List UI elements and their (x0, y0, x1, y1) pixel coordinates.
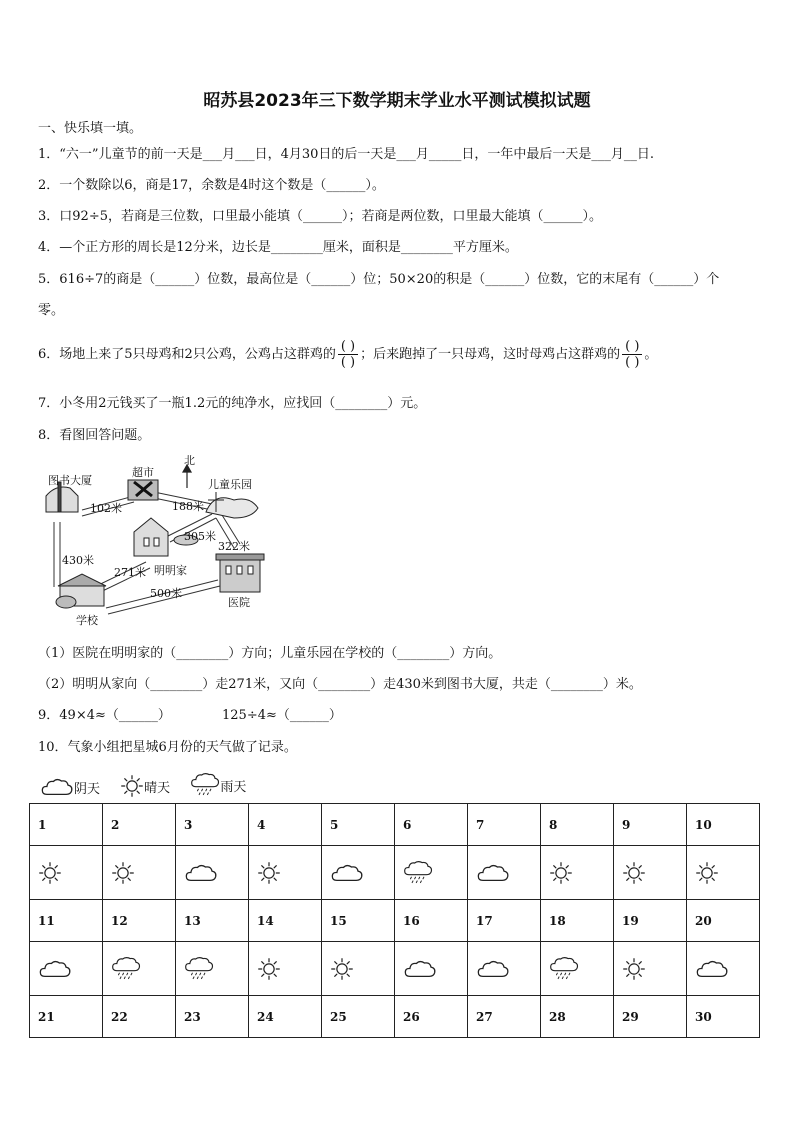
label-hospital: 医院 (228, 596, 250, 609)
sun-icon (622, 957, 646, 981)
label-school: 学校 (76, 614, 98, 627)
day-cell: 29 (614, 996, 687, 1038)
label-distance-271: 271米 (114, 566, 146, 579)
question-2: 2．一个数除以6，商是17，余数是4时这个数是（______）。 (38, 178, 385, 193)
fraction-blank-1[interactable] (338, 339, 358, 370)
day-cell: 13 (176, 900, 249, 942)
legend-sunny (120, 774, 170, 798)
label-mingming: 明明家 (154, 564, 187, 577)
weather-cell (30, 942, 103, 996)
question-5-cont: 零。 (38, 303, 65, 318)
day-cell: 19 (614, 900, 687, 942)
fraction-denominator: ( ) (340, 355, 356, 370)
sun-icon (695, 861, 719, 885)
label-distance-322: 322米 (218, 540, 250, 553)
fraction-numerator: ( ) (622, 339, 642, 355)
day-cell: 22 (103, 996, 176, 1038)
map-figure (36, 452, 276, 632)
sun-icon (549, 861, 573, 885)
weather-cell (30, 846, 103, 900)
label-park: 儿童乐园 (208, 478, 252, 491)
day-cell: 30 (687, 996, 760, 1038)
weather-cell (176, 942, 249, 996)
sun-icon (111, 861, 135, 885)
day-cell: 28 (541, 996, 614, 1038)
label-library: 图书大厦 (48, 474, 92, 487)
question-9b: 125÷4≈（______） (222, 708, 342, 723)
mingming-home-building (134, 518, 168, 556)
day-cell: 24 (249, 996, 322, 1038)
weather-cell (541, 846, 614, 900)
weather-cell (468, 846, 541, 900)
section-heading: 一、快乐填一填。 (38, 121, 143, 136)
weather-cell (322, 846, 395, 900)
page-title: 昭苏县2023年三下数学期末学业水平测试模拟试题 (203, 91, 591, 111)
weather-cell (395, 942, 468, 996)
legend-cloudy (40, 776, 100, 798)
legend-rainy (190, 772, 246, 798)
rain-icon (403, 860, 433, 886)
question-6 (38, 337, 657, 373)
hospital-building (216, 554, 264, 592)
weather-cell (322, 942, 395, 996)
day-cell: 8 (541, 804, 614, 846)
day-cell: 16 (395, 900, 468, 942)
rain-icon (549, 956, 579, 982)
weather-cell (614, 942, 687, 996)
legend-sunny-label: 晴天 (144, 780, 171, 796)
day-cell: 20 (687, 900, 760, 942)
cloud-icon (184, 862, 218, 884)
sun-icon (38, 861, 62, 885)
question-4: 4．—个正方形的周长是12分米，边长是________厘米，面积是________平方厘米。 (38, 240, 518, 255)
school-building (56, 574, 106, 608)
fraction-blank-2[interactable] (622, 339, 642, 370)
day-cell: 14 (249, 900, 322, 942)
question-5: 5．616÷7的商是（______）位数，最高位是（______）位；50×20的积是（______）位数，它的末尾有（______）个 (38, 272, 720, 287)
day-cell: 23 (176, 996, 249, 1038)
label-distance-430: 430米 (62, 554, 94, 567)
question-7: 7．小冬用2元钱买了一瓶1.2元的纯净水，应找回（________）元。 (38, 396, 427, 411)
question-8-2: （2）明明从家向（________）走271米，又向（________）走430米到图书大厦，共走（________）米。 (38, 677, 642, 692)
weather-cell (103, 942, 176, 996)
question-9a: 9．49×4≈（______） (38, 708, 171, 723)
question-6-text-c: 。 (644, 347, 658, 362)
sun-icon (120, 774, 144, 798)
weather-cell (249, 942, 322, 996)
day-cell: 2 (103, 804, 176, 846)
rain-icon (184, 956, 214, 982)
label-distance-500: 500米 (150, 587, 182, 600)
question-8: 8．看图回答问题。 (38, 428, 151, 443)
cloud-icon (476, 958, 510, 980)
weather-cell (687, 942, 760, 996)
rain-icon (190, 772, 220, 798)
cloud-icon (330, 862, 364, 884)
day-cell: 11 (30, 900, 103, 942)
weather-cell (614, 846, 687, 900)
label-distance-102: 102米 (90, 502, 122, 515)
fraction-denominator: ( ) (625, 355, 640, 370)
sun-icon (622, 861, 646, 885)
day-cell: 26 (395, 996, 468, 1038)
question-1: 1．“六一”儿童节的前一天是___月___日，4月30日的后一天是___月_____日，一年中最后一天是___月__日. (38, 147, 655, 162)
day-cell: 5 (322, 804, 395, 846)
weather-cell (468, 942, 541, 996)
question-6-text-b: ；后来跑掉了一只母鸡，这时母鸡占这群鸡的 (360, 347, 621, 362)
sun-icon (257, 861, 281, 885)
day-cell: 25 (322, 996, 395, 1038)
day-cell: 6 (395, 804, 468, 846)
day-cell: 27 (468, 996, 541, 1038)
cloud-icon (695, 958, 729, 980)
fraction-numerator: ( ) (338, 339, 358, 355)
day-cell: 7 (468, 804, 541, 846)
day-cell: 12 (103, 900, 176, 942)
cloud-icon (40, 776, 74, 798)
label-supermarket: 超市 (132, 466, 154, 479)
weather-cell (103, 846, 176, 900)
question-6-text-a: 6．场地上来了5只母鸡和2只公鸡，公鸡占这群鸡的 (38, 347, 336, 362)
legend-rainy-label: 雨天 (220, 779, 247, 795)
weather-legend (40, 772, 262, 802)
day-cell: 1 (30, 804, 103, 846)
day-cell: 4 (249, 804, 322, 846)
day-cell: 10 (687, 804, 760, 846)
rain-icon (111, 956, 141, 982)
day-cell: 9 (614, 804, 687, 846)
day-cell: 3 (176, 804, 249, 846)
weather-cell (687, 846, 760, 900)
label-distance-188: 188米 (172, 500, 204, 513)
supermarket-building (128, 480, 158, 500)
day-cell: 18 (541, 900, 614, 942)
sun-icon (330, 957, 354, 981)
question-10: 10．气象小组把星城6月份的天气做了记录。 (38, 740, 297, 755)
weather-cell (395, 846, 468, 900)
north-arrow-icon (183, 465, 191, 488)
weather-table (29, 803, 760, 1038)
legend-cloudy-label: 阴天 (74, 781, 101, 797)
question-8-1: （1）医院在明明家的（________）方向；儿童乐园在学校的（________）方向。 (38, 646, 502, 661)
sun-icon (257, 957, 281, 981)
park-building (206, 492, 258, 518)
cloud-icon (38, 958, 72, 980)
cloud-icon (476, 862, 510, 884)
weather-cell (176, 846, 249, 900)
day-cell: 15 (322, 900, 395, 942)
day-cell: 21 (30, 996, 103, 1038)
label-distance-305: 305米 (184, 530, 216, 543)
question-3: 3．口92÷5，若商是三位数，口里最小能填（______）；若商是两位数，口里最大能填（______）。 (38, 209, 602, 224)
day-cell: 17 (468, 900, 541, 942)
weather-cell (249, 846, 322, 900)
weather-cell (541, 942, 614, 996)
label-north: 北 (184, 454, 195, 467)
cloud-icon (403, 958, 437, 980)
